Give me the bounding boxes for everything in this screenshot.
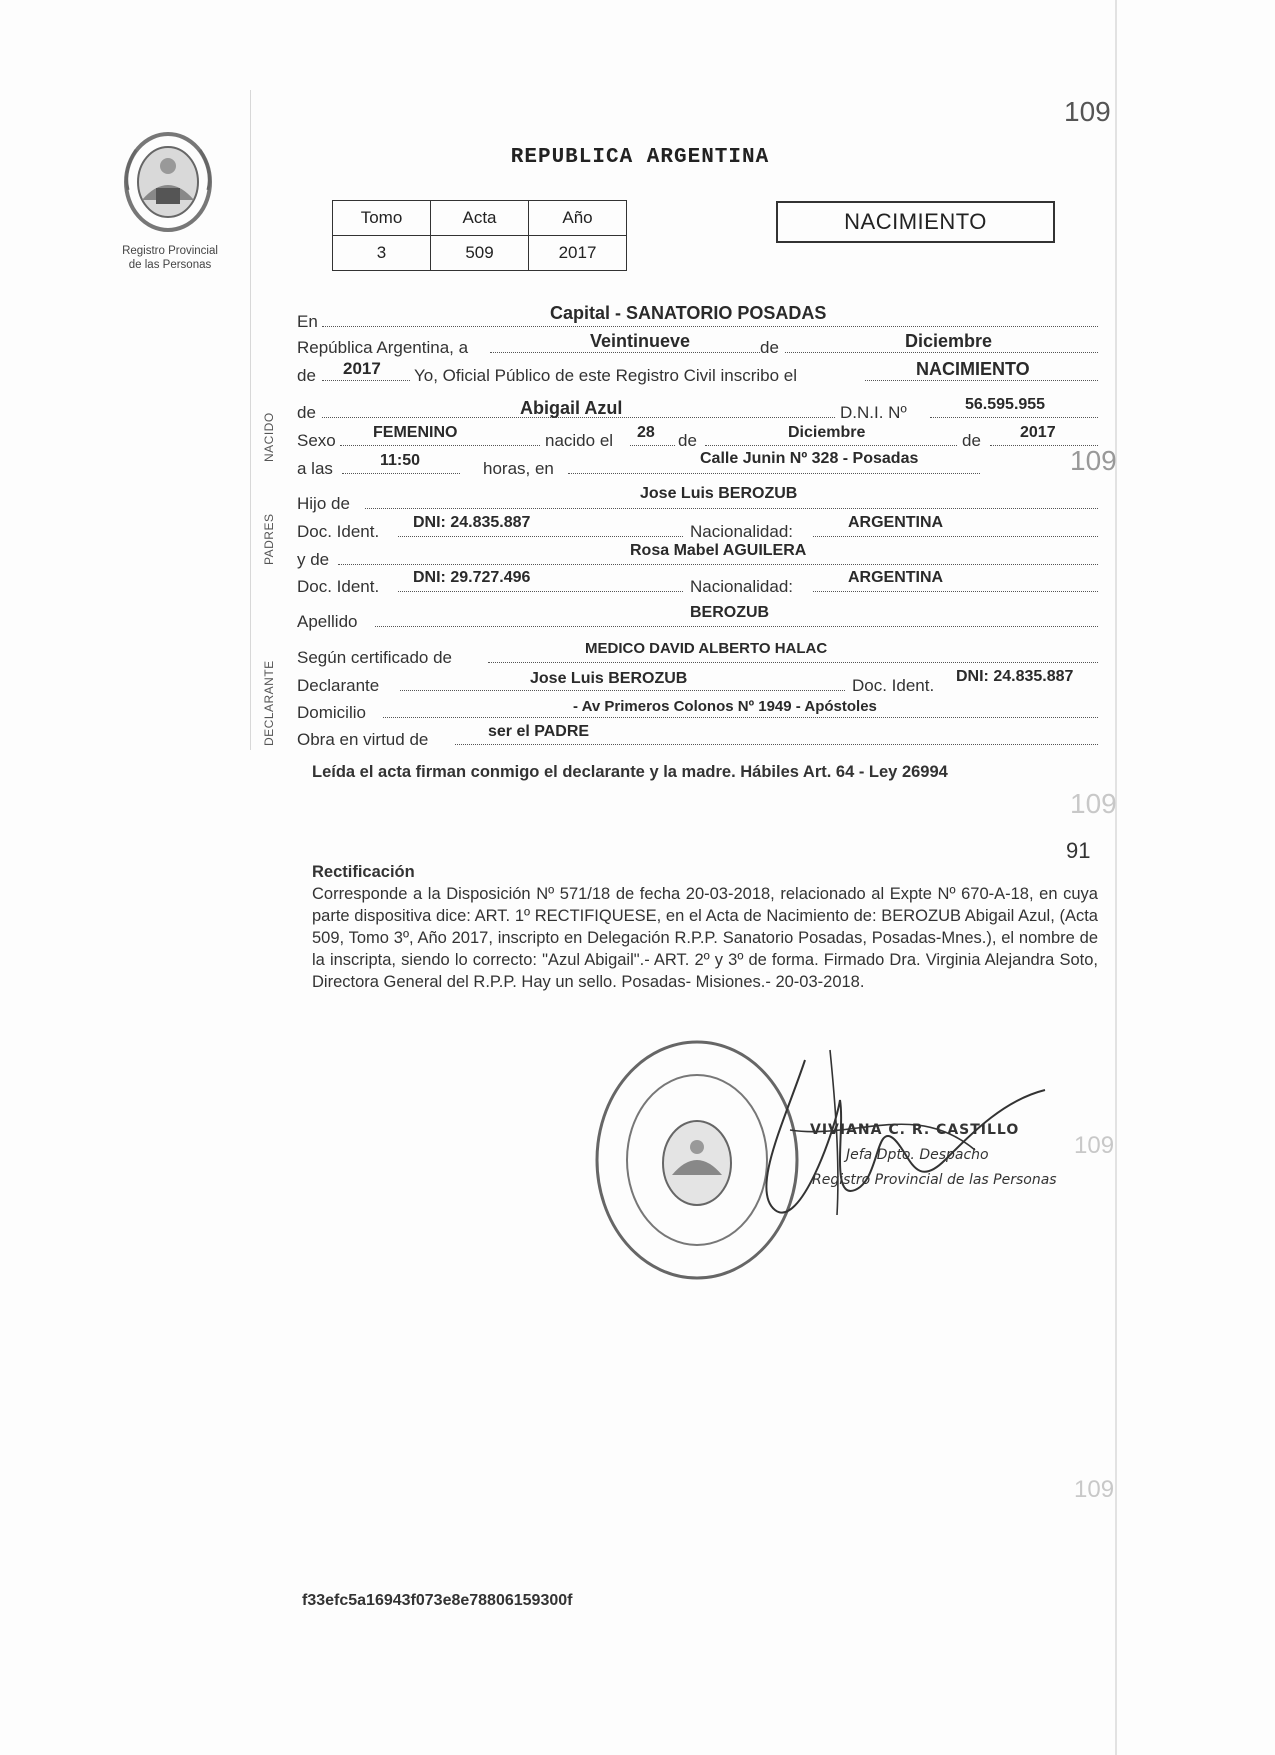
- leida-text: Leída el acta firman conmigo el declarante y la madre. Hábiles Art. 64 - Ley 26994: [312, 763, 948, 781]
- domicilio-value: - Av Primeros Colonos Nº 1949 - Apóstoles: [573, 698, 877, 715]
- domicilio-label: Domicilio: [297, 703, 366, 722]
- declarante-label: Declarante: [297, 676, 380, 695]
- document-title: REPUBLICA ARGENTINA: [510, 146, 770, 169]
- tomo-value: 3: [333, 236, 431, 271]
- province-coat-of-arms-logo: [118, 130, 218, 240]
- page-number-mid: 109: [1070, 445, 1117, 476]
- dotted-line: [365, 508, 1098, 509]
- dotted-line: [490, 352, 760, 353]
- certificado-value: MEDICO DAVID ALBERTO HALAC: [585, 640, 828, 657]
- dotted-line: [930, 417, 1098, 418]
- madre-nacionalidad: ARGENTINA: [848, 569, 944, 586]
- de5-label: de: [962, 431, 981, 450]
- padre-doc: DNI: 24.835.887: [413, 514, 531, 531]
- declarante-value: Jose Luis BEROZUB: [530, 670, 688, 687]
- tomo-acta-table: [332, 200, 627, 271]
- dotted-line: [398, 536, 683, 537]
- sexo-value: FEMENINO: [373, 424, 458, 441]
- dotted-line: [398, 591, 683, 592]
- dni-label: D.N.I. Nº: [840, 403, 907, 422]
- en-value: Capital - SANATORIO POSADAS: [550, 303, 827, 323]
- nacido-mes: Diciembre: [788, 424, 866, 441]
- nombre-value: Abigail Azul: [520, 398, 623, 418]
- doc-ident-label: Doc. Ident.: [297, 522, 380, 541]
- dotted-line: [785, 352, 1098, 353]
- rectificacion-title: Rectificación: [312, 863, 415, 881]
- acta-header: Acta: [431, 201, 529, 236]
- madre-doc: DNI: 29.727.496: [413, 569, 531, 586]
- apellido-value: BEROZUB: [690, 604, 770, 621]
- mes-value: Diciembre: [905, 331, 993, 351]
- dotted-line: [990, 445, 1098, 446]
- nacido-anio: 2017: [1020, 424, 1056, 441]
- declarante-doc: DNI: 24.835.887: [956, 668, 1074, 685]
- dotted-line: [322, 380, 410, 381]
- page-number-mid-3: 109: [1074, 1132, 1115, 1159]
- nacido-dia: 28: [637, 424, 655, 441]
- dotted-line: [488, 662, 1098, 663]
- official-office: Registro Provincial de las Personas: [812, 1172, 1057, 1188]
- inscribo-value: NACIMIENTO: [916, 359, 1030, 379]
- y-de-label: y de: [297, 550, 330, 569]
- certificado-label: Según certificado de: [297, 648, 452, 667]
- dotted-line: [813, 591, 1098, 592]
- apellido-label: Apellido: [297, 612, 358, 631]
- yo-text: Yo, Oficial Público de este Registro Civil inscribo el: [414, 366, 797, 385]
- dotted-line: [630, 445, 675, 446]
- madre-value: Rosa Mabel AGUILERA: [630, 542, 807, 559]
- folio-number: 91: [1066, 838, 1091, 863]
- dotted-line: [383, 717, 1098, 718]
- page-number-mid-2: 109: [1070, 788, 1117, 819]
- logo-caption: [95, 244, 245, 272]
- declarante-doc-label: Doc. Ident.: [852, 676, 935, 695]
- republica-label: República Argentina, a: [297, 338, 469, 357]
- record-type-box: NACIMIENTO: [776, 201, 1055, 243]
- dotted-line: [455, 744, 1098, 745]
- de2-label: de: [297, 366, 316, 385]
- de3-label: de: [297, 403, 316, 422]
- anio-value: 2017: [343, 359, 381, 378]
- nacionalidad-label: Nacionalidad:: [690, 522, 794, 541]
- de-label: de: [760, 338, 779, 357]
- nacido-label: nacido el: [545, 431, 614, 450]
- document-hash: f33efc5a16943f073e8e78806159300f: [302, 1592, 573, 1609]
- dotted-line: [342, 473, 460, 474]
- hora-value: 11:50: [380, 452, 421, 469]
- margin-rule: [250, 90, 251, 750]
- page-number-bottom: 109: [1074, 1476, 1115, 1503]
- anio-header: Año: [529, 201, 627, 236]
- sexo-label: Sexo: [297, 431, 336, 450]
- official-role: Jefa Dpto. Despacho: [846, 1147, 989, 1163]
- side-label-declarante: DECLARANTE: [262, 660, 276, 746]
- dotted-line: [400, 690, 845, 691]
- dotted-line: [375, 626, 1098, 627]
- page-number-top: 109: [1064, 96, 1111, 127]
- dotted-line: [322, 326, 1098, 327]
- de4-label: de: [678, 431, 697, 450]
- a-las-label: a las: [297, 459, 333, 478]
- dia-value: Veintinueve: [590, 331, 691, 351]
- dotted-line: [705, 445, 957, 446]
- horas-label: horas, en: [483, 459, 554, 478]
- dotted-line: [340, 445, 540, 446]
- official-name: VIVIANA C. R. CASTILLO: [810, 1122, 1020, 1138]
- side-label-padres: PADRES: [262, 513, 276, 565]
- acta-value: 509: [431, 236, 529, 271]
- dotted-line: [813, 536, 1098, 537]
- tomo-header: Tomo: [333, 201, 431, 236]
- logo-caption-line-2: de las Personas: [128, 259, 212, 271]
- nacionalidad-label-2: Nacionalidad:: [690, 577, 794, 596]
- en-label: En: [297, 312, 318, 331]
- rectificacion-body: Corresponde a la Disposición Nº 571/18 de fecha 20-03-2018, relacionado al Expte Nº 670-A-18, en cuya parte dispositiva dice: ART. 1º RECTIFIQUESE, en el Acta de Nacimiento de: BEROZUB Abigail Azul, (Acta 509, Tomo 3º, Año 2017, inscripto en Delegación R.P.P. Sanatorio Posadas, Posadas-Mnes.), el nombre de la inscripta, siendo lo correcto: "Azul Abigail".- ART. 2º y 3º de forma. Firmado Dra. Virginia Alejandra Soto, Directora General del R.P.P. Hay un sello. Posadas- Misiones.- 20-03-2018.: [312, 885, 1098, 991]
- padre-value: Jose Luis BEROZUB: [640, 485, 798, 502]
- dotted-line: [338, 564, 1098, 565]
- handwritten-signature: [745, 1040, 1090, 1240]
- dotted-line: [865, 380, 1098, 381]
- page-edge: [1115, 0, 1117, 1755]
- anio-value: 2017: [529, 236, 627, 271]
- side-label-nacido: NACIDO: [262, 412, 276, 462]
- logo-caption-line-1: Registro Provincial: [122, 245, 218, 257]
- hijo-label: Hijo de: [297, 494, 350, 513]
- obra-label: Obra en virtud de: [297, 730, 429, 749]
- obra-value: ser el PADRE: [488, 723, 590, 740]
- padre-nacionalidad: ARGENTINA: [848, 514, 944, 531]
- doc-ident-label-2: Doc. Ident.: [297, 577, 380, 596]
- dotted-line: [568, 473, 980, 474]
- lugar-value: Calle Junin Nº 328 - Posadas: [700, 450, 919, 467]
- dni-value: 56.595.955: [965, 396, 1046, 413]
